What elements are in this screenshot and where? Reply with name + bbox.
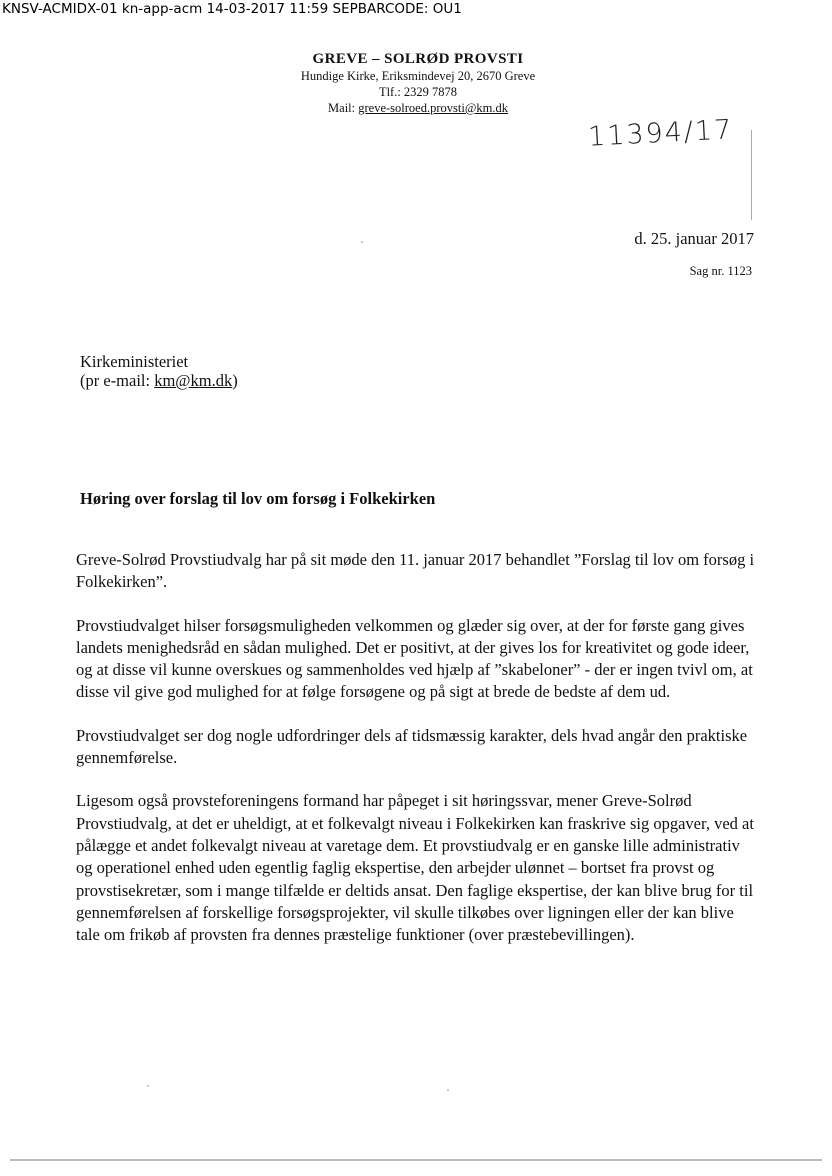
body-paragraph: Greve-Solrød Provstiudvalg har på sit møde den 11. januar 2017 behandlet ”Forslag til lov om forsøg i Folkekirken”.	[76, 550, 755, 592]
body-paragraph: Ligesom også provsteforeningens formand har påpeget i sit høringssvar, mener Greve-Solrød Provstiudvalg, at det er uheldigt, at et folkevalgt niveau i Folkekirken kan fraskrive sig opgaver, ved at pålægge et andet folkevalgt niveau at varetage dem. Et provstiudvalg er en ganske lille administrativ og operationel enhed uden egentlig faglig ekspertise, den arbejder ulønnet – bortset fra provst og provstisekretær, som i mange tilfælde er deltids ansat. Den faglige ekspertise, der kan blive brug for til gennemførelsen af forskellige forsøgsprojekter, vil skulle tilkøbes over ligningen eller der kan blive tale om frikøb af provsten fra dennes præstelige funktioner (over præstebevillingen).	[76, 791, 754, 945]
letterhead-mail	[258, 101, 578, 116]
recipient-email-suffix: )	[232, 371, 238, 390]
letter-body	[76, 549, 756, 967]
recipient-email-prefix: (pr e-mail:	[80, 371, 155, 390]
letterhead-phone: Tlf.: 2329 7878	[378, 85, 458, 99]
recipient-block	[80, 352, 238, 390]
scan-speck	[447, 1089, 449, 1091]
handwritten-journal-number: 11394/17	[587, 114, 735, 153]
fax-header: KNSV-ACMIDX-01 kn-app-acm 14-03-2017 11:59 SEPBARCODE: OU1	[2, 1, 462, 17]
letterhead-title: GREVE – SOLRØD PROVSTI	[312, 51, 524, 67]
scan-speck	[147, 1085, 149, 1087]
scan-bottom-edge	[10, 1159, 822, 1161]
letterhead-address: Hundige Kirke, Eriksmindevej 20, 2670 Greve	[300, 69, 536, 83]
letter-date: d. 25. januar 2017	[634, 229, 754, 248]
recipient-email-link[interactable]: km@km.dk	[154, 371, 233, 390]
recipient-email-line	[80, 371, 238, 390]
mail-address-link[interactable]: greve-solroed.provsti@km.dk	[358, 101, 508, 115]
body-paragraph: Provstiudvalget ser dog nogle udfordringer dels af tidsmæssig karakter, dels hvad angår den praktiske gennemførelse.	[76, 725, 748, 768]
scan-artifact-line	[751, 130, 752, 220]
body-paragraph: Provstiudvalget hilser forsøgsmuligheden velkommen og glæder sig over, at der for første gang gives landets menighedsråd en sådan mulighed. Det er positivt, at der gives los for kreativitet og gode ideer, og at disse vil kunne overskues og sammenholdes ved hjælp af ”skabeloner” - der er ingen tvivl om, at disse vil give god mulighed for at følge forsøgene og på sigt at brede de bedste af dem ud.	[76, 615, 753, 702]
scan-speck	[361, 241, 363, 243]
recipient-name: Kirkeministeriet	[80, 352, 189, 371]
case-number: Sag nr. 1123	[689, 264, 752, 278]
mail-label: Mail:	[328, 101, 359, 115]
letter-subject: Høring over forslag til lov om forsøg i Folkekirken	[80, 489, 436, 508]
